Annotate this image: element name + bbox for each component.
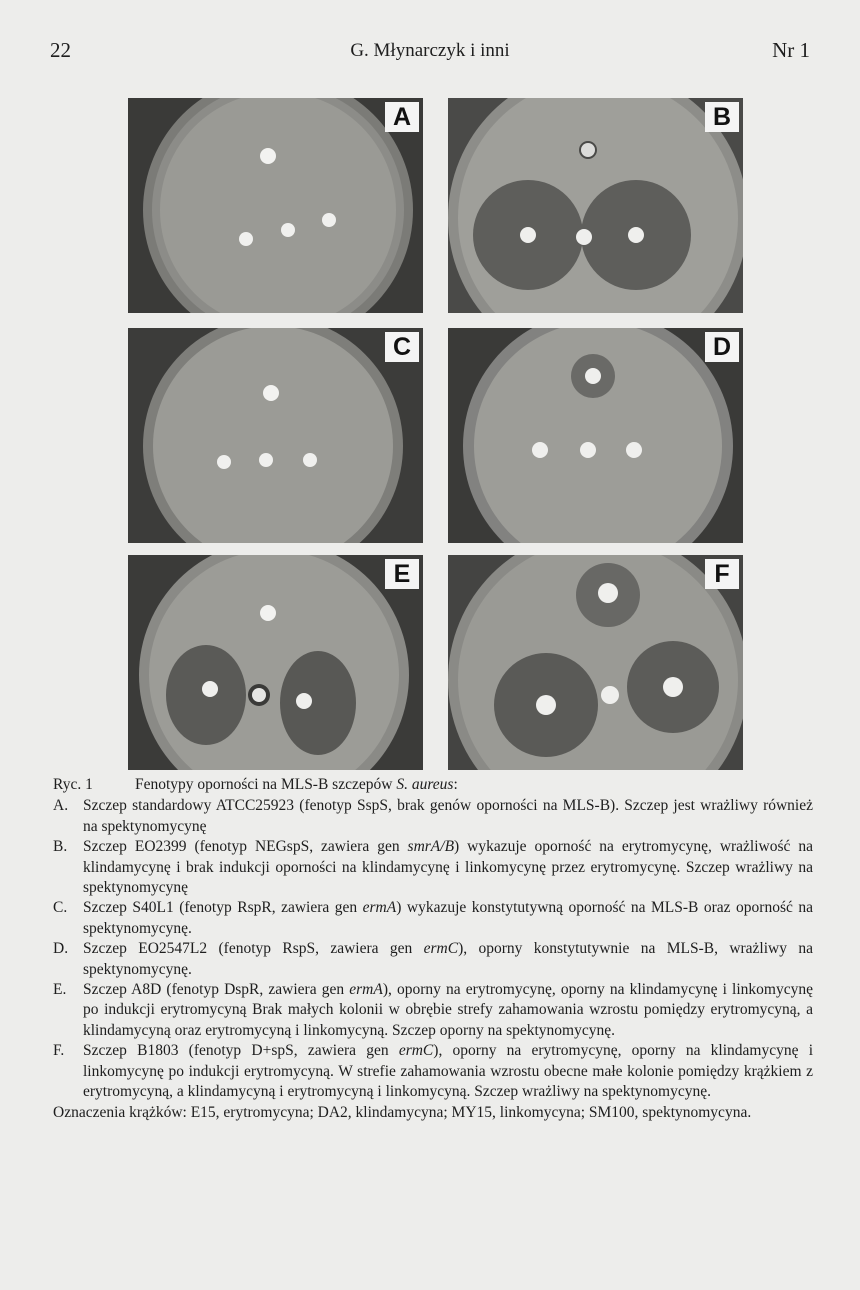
- caption-title-text: Fenotypy oporności na MLS-B szczepów: [135, 776, 397, 793]
- caption-text-run: ), oporny konstytutywnie na MLS-B, wrażliwy na spektynomycynę.: [83, 940, 813, 978]
- panel-e: [128, 555, 423, 770]
- caption-species: S. aureus: [396, 776, 454, 793]
- caption-item-letter: E.: [53, 981, 67, 999]
- panel-d: [448, 328, 743, 543]
- caption-item: [53, 939, 813, 980]
- caption-items: [53, 796, 813, 1102]
- caption-text-run: ), oporny na erytromycynę, oporny na klindamycynę i linkomycynę po indukcji erytromycyną. W strefie zahamowania wzrostu obecne małe kolonie pomiędzy krążkiem z erytromycyną, a klindamycyną i erytromycyną i linkomycyną. Szczep wrażliwy na spektynomycynę.: [83, 1042, 813, 1101]
- caption-item: [53, 898, 813, 939]
- issue-number: Nr 1: [772, 38, 810, 62]
- gene-name: ermA: [362, 899, 397, 917]
- gene-name: smrA/B: [407, 838, 455, 856]
- panel-label: A: [385, 102, 419, 132]
- petri-dish-image: [128, 98, 423, 313]
- caption-title: [53, 775, 813, 795]
- page-number: 22: [50, 38, 71, 62]
- caption-item: [53, 980, 813, 1041]
- panel-label: D: [705, 332, 739, 362]
- caption-text-run: Szczep S40L1 (fenotyp RspR, zawiera gen: [83, 899, 363, 917]
- caption-item-text: [83, 796, 813, 837]
- figure-label: Ryc. 1: [53, 776, 93, 793]
- disc-left: [239, 232, 253, 246]
- caption-item-letter: F.: [53, 1042, 65, 1060]
- caption-item-letter: B.: [53, 838, 68, 856]
- caption-text-run: Szczep standardowy ATCC25923 (fenotyp SspS, brak genów oporności na MLS-B). Szczep jest wrażliwy również na spektynomycynę: [83, 797, 813, 835]
- caption-item: [53, 1041, 813, 1102]
- caption-disc-legend: Oznaczenia krążków: E15, erytromycyna; DA2, klindamycyna; MY15, linkomycyna; SM100, spektynomycyna.: [53, 1103, 752, 1121]
- panel-f: [448, 555, 743, 770]
- caption-text-run: ), oporny na erytromycynę, oporny na klindamycynę i linkomycynę po indukcji erytromycyną Brak małych kolonii w obrębie strefy zahamowania wzrostu pomiędzy erytromycyną, a klindamycyną oraz erytromycyną i linkomycyną. Szczep oporny na spektynomycynę.: [83, 981, 813, 1039]
- caption-item-letter: D.: [53, 940, 69, 958]
- caption-text-run: ) wykazuje oporność na erytromycynę, wrażliwość na klindamycynę i brak indukcji oporności na klindamycynę i linkomycynę przez erytromycynę. Szczep wrażliwy na spektynomycynę: [83, 838, 813, 897]
- caption-item: [53, 837, 813, 898]
- caption-item-text: [83, 837, 813, 898]
- caption-item-text: [83, 1041, 813, 1102]
- gene-name: ermC: [398, 1042, 434, 1060]
- panel-label: F: [705, 559, 739, 589]
- panel-label: E: [385, 559, 419, 589]
- panel-label: B: [705, 102, 739, 132]
- disc-center: [281, 223, 295, 237]
- gene-name: ermC: [423, 940, 459, 958]
- caption-title-end: :: [453, 776, 458, 793]
- figure-caption: [53, 775, 813, 1123]
- page-header: [50, 38, 810, 66]
- gene-name: ermA: [349, 981, 383, 999]
- panel-label: C: [385, 332, 419, 362]
- disc-right: [322, 213, 336, 227]
- figure-petri-dishes: [128, 98, 745, 770]
- caption-text-run: Szczep A8D (fenotyp DspR, zawiera gen: [83, 981, 350, 999]
- panel-a: [128, 98, 423, 313]
- caption-text-run: Szczep EO2399 (fenotyp NEGspS, zawiera gen: [83, 838, 408, 856]
- panel-b: [448, 98, 743, 313]
- caption-item-text: [83, 980, 813, 1041]
- caption-item-letter: C.: [53, 899, 68, 917]
- running-head: G. Młynarczyk i inni: [350, 40, 510, 61]
- caption-item: [53, 796, 813, 837]
- caption-text-run: Szczep B1803 (fenotyp D+spS, zawiera gen: [83, 1042, 399, 1060]
- caption-item-text: [83, 898, 813, 939]
- caption-item-letter: A.: [53, 797, 69, 815]
- disc-top: [260, 148, 276, 164]
- caption-text-run: ) wykazuje konstytutywną oporność na MLS-B oraz oporność na spektynomycynę.: [83, 899, 813, 937]
- caption-item-text: [83, 939, 813, 980]
- caption-text-run: Szczep EO2547L2 (fenotyp RspS, zawiera gen: [83, 940, 424, 958]
- panel-c: [128, 328, 423, 543]
